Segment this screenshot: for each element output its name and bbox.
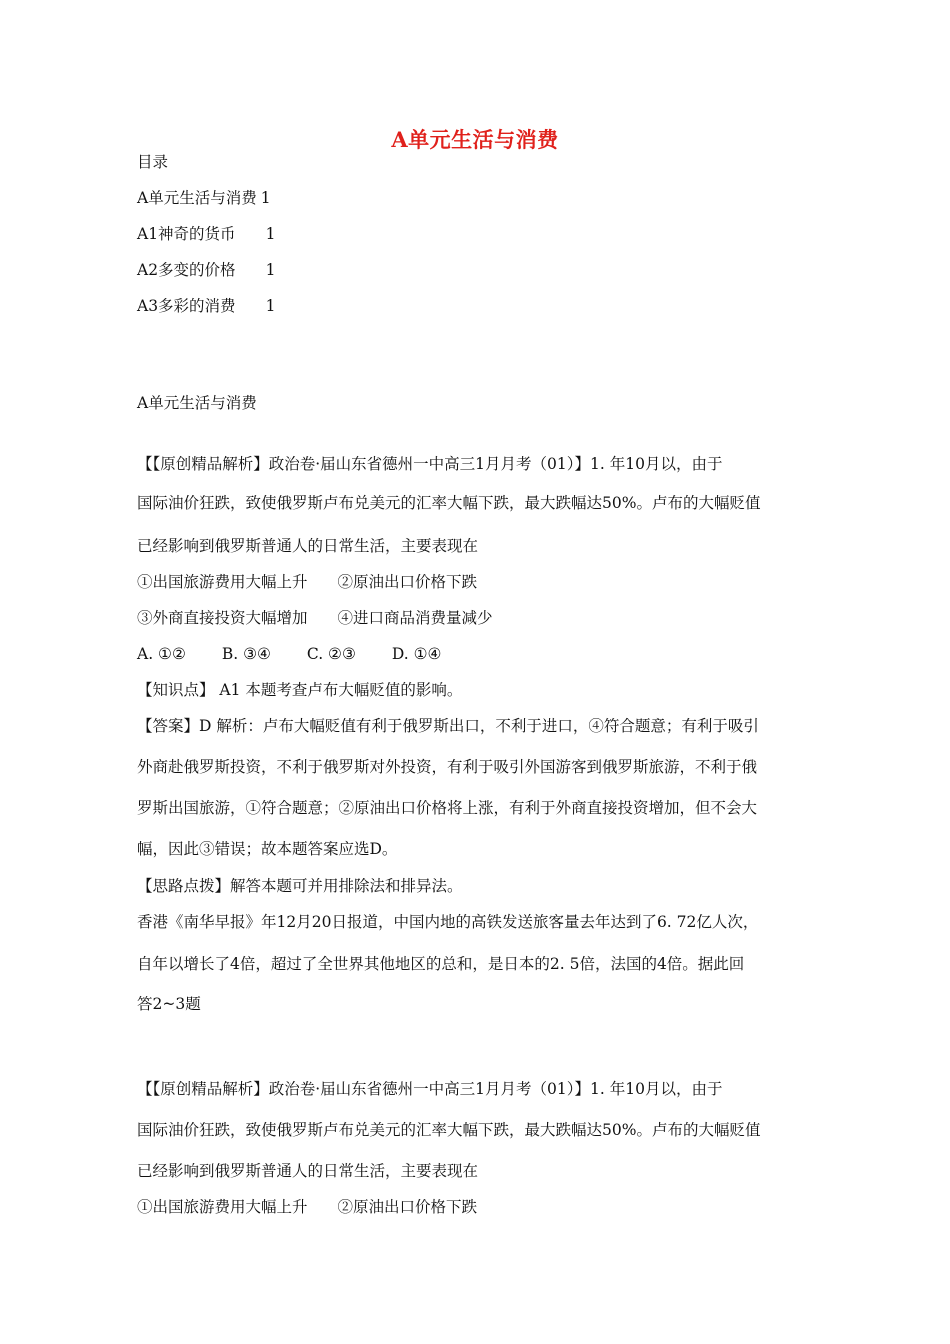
question-text-line: 已经影响到俄罗斯普通人的日常生活，主要表现在 (137, 537, 479, 555)
question-text-line: 国际油价狂跌，致使俄罗斯卢布兑美元的汇率大幅下跌，最大跌幅达50%。卢布的大幅贬值 (137, 494, 761, 512)
answer-line: 【答案】D 解析：卢布大幅贬值有利于俄罗斯出口，不利于进口，④符合题意；有利于吸引 (137, 717, 759, 735)
toc-entry-page: 1 (265, 297, 276, 315)
toc-entry-page: 1 (265, 261, 276, 279)
toc-entry-label: A单元生活与消费 (137, 189, 257, 207)
toc-entry-label: A2多变的价格 (137, 261, 236, 279)
statement: ③外商直接投资大幅增加 (137, 609, 308, 627)
toc-entry-label: A1神奇的货币 (137, 225, 236, 243)
statement: ②原油出口价格下跌 (337, 573, 478, 591)
answer-line: 外商赴俄罗斯投资，不利于俄罗斯对外投资，有利于吸引外国游客到俄罗斯旅游，不利于俄 (137, 758, 758, 776)
knowledge-point: 【知识点】 A1 本题考查卢布大幅贬值的影响。 (137, 681, 463, 699)
option-c: C. ②③ (306, 645, 356, 663)
material-line: 答2~3题 (137, 995, 201, 1013)
question-text-line: 【【原创精品解析】政治卷·届山东省德州一中高三1月月考（01）】1. 年10月以，由于 (137, 1080, 723, 1098)
toc-heading: 目录 (137, 153, 169, 171)
statement: ④进口商品消费量减少 (337, 609, 493, 627)
statement: ①出国旅游费用大幅上升 (137, 1198, 308, 1216)
toc-entry-label: A3多彩的消费 (137, 297, 236, 315)
statement: ①出国旅游费用大幅上升 (137, 573, 308, 591)
statement-row (137, 572, 477, 592)
toc-entry-page: 1 (265, 225, 276, 243)
statement: ②原油出口价格下跌 (337, 1198, 478, 1216)
section-heading: A单元生活与消费 (137, 394, 257, 412)
answer-line: 幅，因此③错误；故本题答案应选D。 (137, 840, 398, 858)
option-d: D. ①④ (391, 645, 442, 663)
material-line: 香港《南华早报》年12月20日报道，中国内地的高铁发送旅客量去年达到了6. 72亿人次， (137, 913, 759, 931)
statement-row (137, 608, 493, 628)
material-line: 自年以增长了4倍，超过了全世界其他地区的总和，是日本的2. 5倍，法国的4倍。据此回 (137, 955, 745, 973)
option-b: B. ③④ (221, 645, 271, 663)
statement-row (137, 1197, 477, 1217)
option-a: A. ①② (137, 645, 186, 663)
toc-entry[interactable] (137, 260, 275, 280)
toc-entry-page: 1 (260, 189, 271, 207)
question-text-line: 已经影响到俄罗斯普通人的日常生活，主要表现在 (137, 1162, 479, 1180)
hint: 【思路点拨】解答本题可并用排除法和排异法。 (137, 877, 463, 895)
question-text-line: 国际油价狂跌，致使俄罗斯卢布兑美元的汇率大幅下跌，最大跌幅达50%。卢布的大幅贬值 (137, 1121, 761, 1139)
question-text-line: 【【原创精品解析】政治卷·届山东省德州一中高三1月月考（01）】1. 年10月以，由于 (137, 455, 723, 473)
answer-line: 罗斯出国旅游，①符合题意；②原油出口价格将上涨，有利于外商直接投资增加，但不会大 (137, 799, 758, 817)
document-title: A单元生活与消费 (391, 127, 559, 152)
toc-entry[interactable] (137, 224, 275, 244)
toc-entry[interactable] (137, 188, 271, 208)
toc-entry[interactable] (137, 296, 275, 316)
options-row (137, 644, 477, 664)
